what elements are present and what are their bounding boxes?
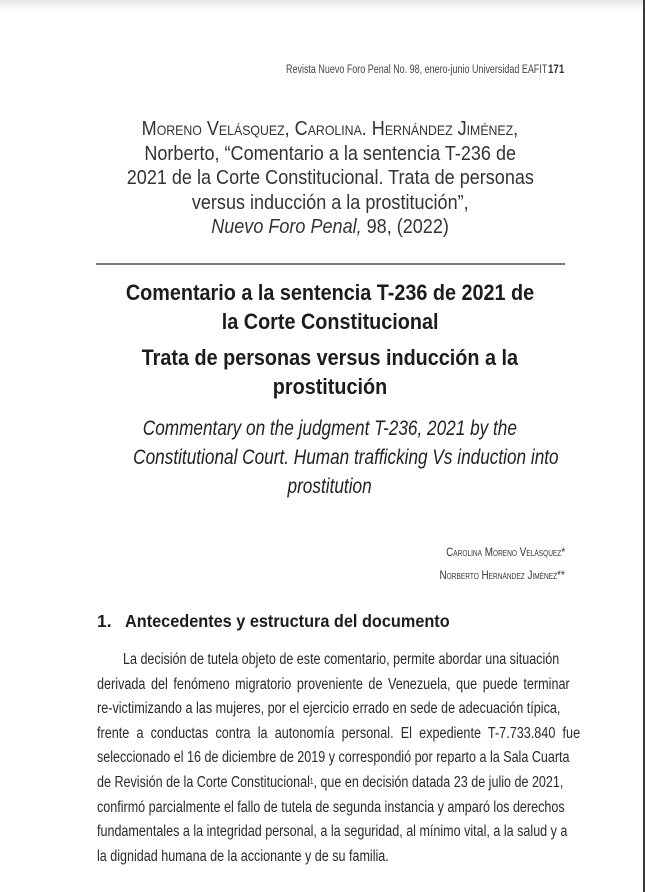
citation-block: [80, 117, 580, 240]
page-number: 171: [548, 64, 565, 76]
body-line: re-victimizando a las mujeres, por el ejercicio errado en sede de adecuación típica,: [97, 700, 561, 718]
body-line: confirmó parcialmente el fallo de tutela de segunda instancia y amparó los derechos: [97, 798, 565, 816]
body-line: de Revisión de la Corte Constitucional: [97, 773, 310, 791]
citation-journal: Nuevo Foro Penal,: [211, 215, 362, 238]
body-line-continuation: , que en decisión datada 23 de julio de 2021,: [313, 773, 564, 791]
citation-line: 2021 de la Corte Constitucional. Trata de personas: [126, 166, 534, 189]
page-top-shadow: [0, 0, 645, 14]
english-title-line: Commentary on the judgment T-236, 2021 by the: [142, 416, 518, 440]
citation-volume-year: 98, (2022): [361, 215, 449, 238]
body-paragraph: [97, 648, 581, 869]
footnote-mark[interactable]: *: [561, 545, 565, 559]
section-title: Antecedentes y estructura del documento: [125, 611, 450, 631]
body-line: la dignidad humana de la accionante y de su familia.: [97, 847, 389, 865]
body-line: frente a conductas contra la autonomía personal. El expediente T-7.733.840 fue: [97, 724, 581, 742]
english-title-line: Constitutional Court. Human trafficking Vs induction into: [133, 445, 559, 469]
article-subtitle: [80, 343, 580, 401]
article-title: [80, 278, 580, 336]
citation-line: Norberto, “Comentario a la sentencia T-236 de: [144, 141, 516, 165]
author-list: [265, 541, 565, 587]
author-2: Norberto Hernández Jiménez**: [439, 568, 565, 582]
title-line: Comentario a la sentencia T-236 de 2021 de: [125, 280, 535, 305]
author-1: Carolina Moreno Velásquez*: [445, 545, 565, 559]
body-line: La decisión de tutela objeto de este comentario, permite abordar una situación: [123, 651, 560, 668]
subtitle-line: Trata de personas versus inducción a la: [141, 345, 519, 370]
english-title: [80, 414, 580, 501]
body-line: fundamentales a la integridad personal, a la seguridad, al mínimo vital, a la salud y a: [97, 823, 568, 841]
footnote-reference[interactable]: 1: [309, 776, 314, 786]
section-number: 1.: [97, 611, 112, 631]
horizontal-rule: [96, 263, 565, 265]
citation-line: versus inducción a la prostitución”,: [191, 190, 469, 214]
running-header: [286, 64, 566, 80]
english-title-line: prostitution: [287, 474, 373, 498]
subtitle-line: prostitución: [272, 374, 388, 399]
body-line: derivada del fenómeno migratorio proveniente de Venezuela, que puede terminar: [97, 675, 570, 693]
body-line: seleccionado el 16 de diciembre de 2019 y correspondió por reparto a la Sala Cuarta: [97, 749, 570, 767]
section-heading: [97, 611, 474, 632]
citation-authors: Moreno Velásquez, Carolina. Hernández Jiménez,: [141, 117, 519, 140]
title-line: la Corte Constitucional: [221, 309, 439, 334]
journal-name: Revista Nuevo Foro Penal No. 98, enero-junio Universidad EAFIT: [286, 64, 548, 76]
footnote-mark[interactable]: **: [557, 568, 565, 582]
